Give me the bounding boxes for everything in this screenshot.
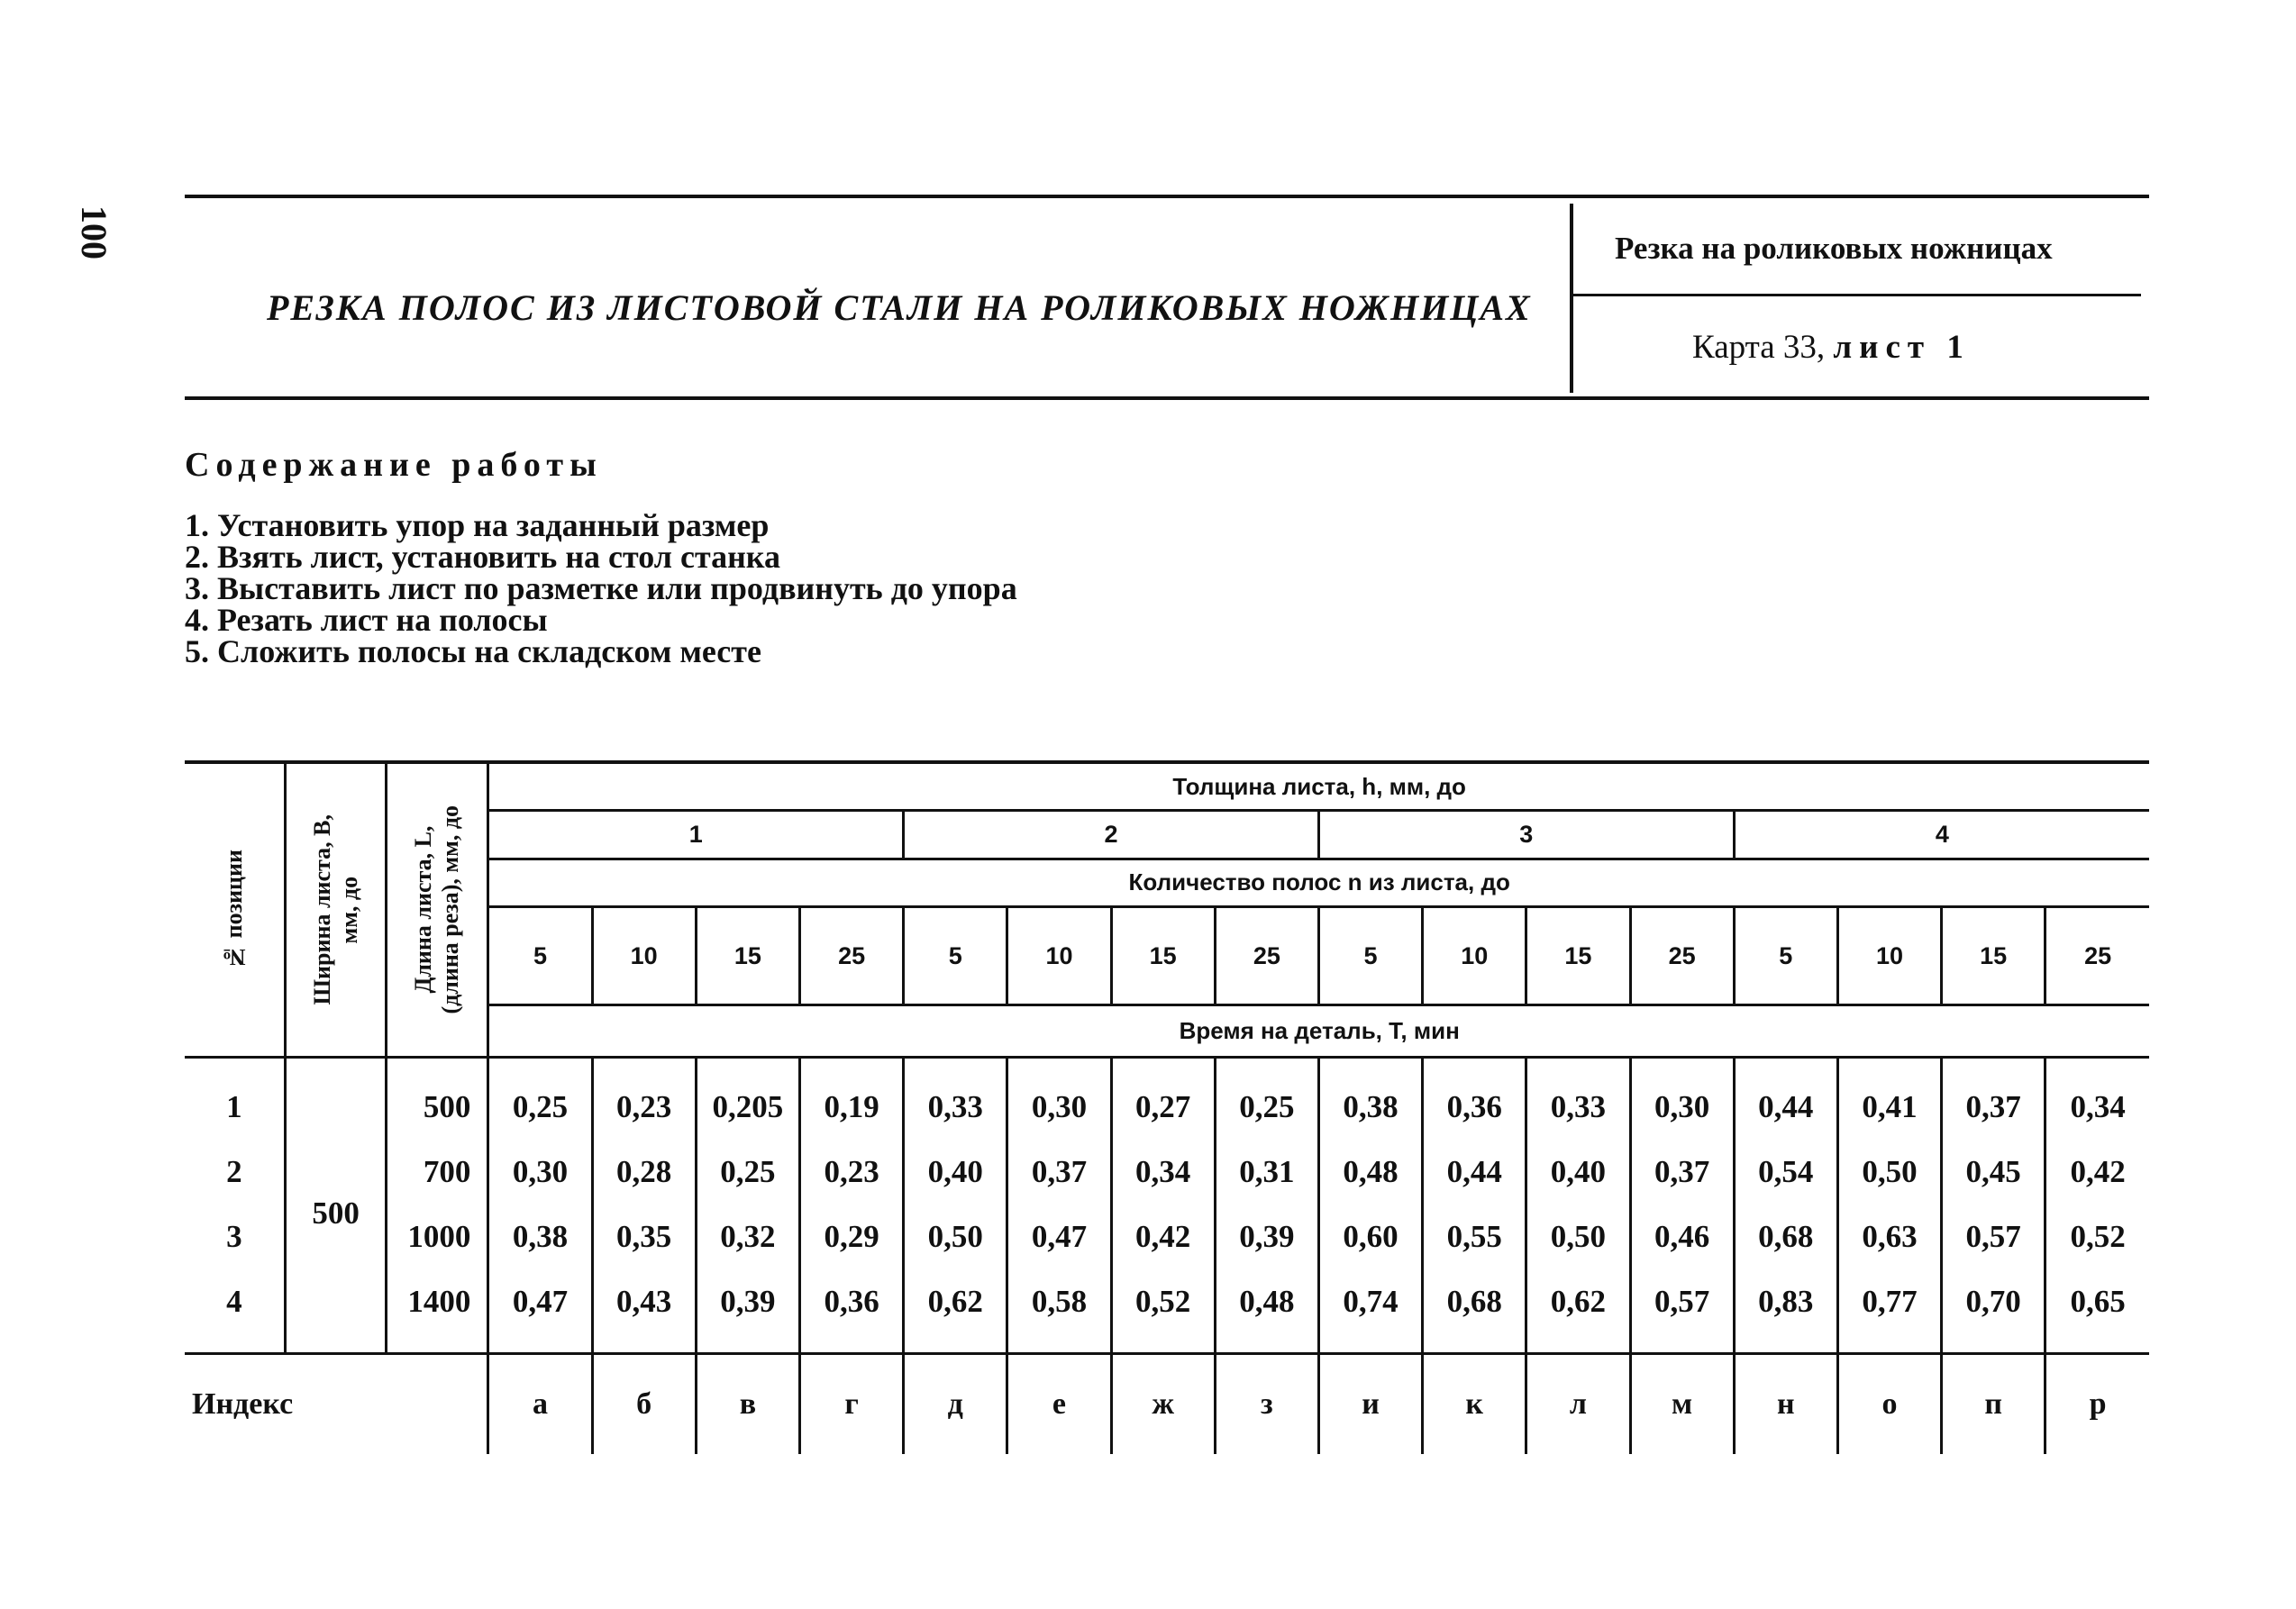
- strips-count-cell: 10: [1423, 907, 1526, 1005]
- time-value-cell: 0,54: [1734, 1140, 1837, 1204]
- work-step: 3. Выставить лист по разметке или продвинуть до упора: [185, 570, 1017, 606]
- time-value-cell: 0,50: [1837, 1140, 1941, 1204]
- strips-count-cell: 15: [696, 907, 799, 1005]
- time-value-cell: 0,39: [1215, 1204, 1318, 1269]
- time-value-cell: 0,34: [1111, 1140, 1215, 1204]
- index-cell: м: [1630, 1354, 1734, 1455]
- header-top-rule: [185, 195, 2149, 198]
- index-cell: р: [2045, 1354, 2149, 1455]
- strips-count-cell: 15: [1111, 907, 1215, 1005]
- strips-count-cell: 5: [1318, 907, 1422, 1005]
- time-value-cell: 0,25: [696, 1140, 799, 1204]
- length-cell: 500: [387, 1058, 488, 1141]
- document-title: РЕЗКА ПОЛОС ИЗ ЛИСТОВОЙ СТАЛИ НА РОЛИКОВЫХ НОЖНИЦАХ: [267, 287, 1532, 328]
- time-value-cell: 0,41: [1837, 1058, 1941, 1141]
- thickness-value: 1: [488, 811, 904, 859]
- position-header-text: № позиции: [220, 850, 247, 970]
- work-steps-list: [185, 507, 1017, 669]
- time-value-cell: 0,50: [904, 1204, 1007, 1269]
- length-cell: 700: [387, 1140, 488, 1204]
- card-label: Карта 33,: [1692, 329, 1826, 366]
- length-header-line1: Длина листа, L,: [410, 826, 437, 994]
- time-value-cell: 0,46: [1630, 1204, 1734, 1269]
- header-right-divider: [1573, 294, 2141, 296]
- time-value-cell: 0,52: [1111, 1269, 1215, 1354]
- page-number: 100: [74, 205, 114, 259]
- time-value-cell: 0,33: [1526, 1058, 1630, 1141]
- header-vertical-divider: [1570, 204, 1573, 393]
- work-step: 1. Установить упор на заданный размер: [185, 507, 770, 543]
- time-value-cell: 0,28: [592, 1140, 696, 1204]
- time-value-cell: 0,40: [904, 1140, 1007, 1204]
- time-value-cell: 0,58: [1007, 1269, 1111, 1354]
- strips-count-cell: 10: [592, 907, 696, 1005]
- width-cell: 500: [285, 1058, 387, 1354]
- time-value-cell: 0,39: [696, 1269, 799, 1354]
- index-cell: и: [1318, 1354, 1422, 1455]
- strips-count-cell: 10: [1007, 907, 1111, 1005]
- time-value-cell: 0,30: [1007, 1058, 1111, 1141]
- time-value-cell: 0,50: [1526, 1204, 1630, 1269]
- index-cell: а: [488, 1354, 592, 1455]
- time-value-cell: 0,65: [2045, 1269, 2149, 1354]
- time-value-cell: 0,55: [1423, 1204, 1526, 1269]
- time-value-cell: 0,32: [696, 1204, 799, 1269]
- time-value-cell: 0,38: [1318, 1058, 1422, 1141]
- index-cell: в: [696, 1354, 799, 1455]
- time-value-cell: 0,36: [1423, 1058, 1526, 1141]
- time-value-cell: 0,70: [1942, 1269, 2045, 1354]
- thickness-value: 4: [1734, 811, 2149, 859]
- time-value-cell: 0,68: [1423, 1269, 1526, 1354]
- time-value-cell: 0,30: [488, 1140, 592, 1204]
- position-cell: 4: [185, 1269, 285, 1354]
- time-header: Время на деталь, Т, мин: [488, 1005, 2149, 1058]
- position-column-header: [185, 762, 285, 1058]
- time-value-cell: 0,57: [1942, 1204, 2045, 1269]
- time-value-cell: 0,38: [488, 1204, 592, 1269]
- table-row: [185, 1269, 2149, 1354]
- work-step: 2. Взять лист, установить на стол станка: [185, 539, 781, 575]
- index-cell: к: [1423, 1354, 1526, 1455]
- time-value-cell: 0,68: [1734, 1204, 1837, 1269]
- index-cell: п: [1942, 1354, 2045, 1455]
- time-value-cell: 0,77: [1837, 1269, 1941, 1354]
- length-header-text: [410, 805, 464, 1014]
- time-value-cell: 0,23: [592, 1058, 696, 1141]
- time-value-cell: 0,27: [1111, 1058, 1215, 1141]
- position-cell: 1: [185, 1058, 285, 1141]
- time-value-cell: 0,44: [1423, 1140, 1526, 1204]
- time-value-cell: 0,83: [1734, 1269, 1837, 1354]
- index-cell: г: [800, 1354, 904, 1455]
- strips-count-cell: 15: [1942, 907, 2045, 1005]
- thickness-value: 2: [904, 811, 1319, 859]
- time-value-cell: 0,74: [1318, 1269, 1422, 1354]
- index-cell: о: [1837, 1354, 1941, 1455]
- time-value-cell: 0,37: [1942, 1058, 2045, 1141]
- time-value-cell: 0,60: [1318, 1204, 1422, 1269]
- index-cell: е: [1007, 1354, 1111, 1455]
- time-value-cell: 0,42: [1111, 1204, 1215, 1269]
- time-value-cell: 0,47: [1007, 1204, 1111, 1269]
- time-value-cell: 0,25: [488, 1058, 592, 1141]
- strips-count-cell: 5: [904, 907, 1007, 1005]
- table-row: [185, 1058, 2149, 1141]
- width-header-line1: Ширина листа, В,: [308, 814, 335, 1005]
- strips-count-cell: 5: [1734, 907, 1837, 1005]
- time-value-cell: 0,37: [1630, 1140, 1734, 1204]
- card-number: [1692, 328, 1971, 367]
- time-value-cell: 0,52: [2045, 1204, 2149, 1269]
- table-row: [185, 1140, 2149, 1204]
- length-column-header: [387, 762, 488, 1058]
- width-header-line2: мм, до: [335, 876, 362, 944]
- time-value-cell: 0,29: [800, 1204, 904, 1269]
- time-value-cell: 0,25: [1215, 1058, 1318, 1141]
- strips-count-cell: 25: [1630, 907, 1734, 1005]
- time-value-cell: 0,33: [904, 1058, 1007, 1141]
- index-cell: н: [1734, 1354, 1837, 1455]
- document-category: Резка на роликовых ножницах: [1615, 231, 2053, 266]
- time-value-cell: 0,34: [2045, 1058, 2149, 1141]
- strips-count-cell: 15: [1526, 907, 1630, 1005]
- time-norms-table: [185, 760, 2149, 1454]
- time-value-cell: 0,48: [1215, 1269, 1318, 1354]
- thickness-value: 3: [1318, 811, 1734, 859]
- time-value-cell: 0,48: [1318, 1140, 1422, 1204]
- time-value-cell: 0,44: [1734, 1058, 1837, 1141]
- time-value-cell: 0,40: [1526, 1140, 1630, 1204]
- length-cell: 1000: [387, 1204, 488, 1269]
- strips-count-cell: 25: [2045, 907, 2149, 1005]
- time-value-cell: 0,47: [488, 1269, 592, 1354]
- work-content-title: Содержание работы: [185, 446, 603, 484]
- index-cell: з: [1215, 1354, 1318, 1455]
- time-value-cell: 0,62: [1526, 1269, 1630, 1354]
- time-value-cell: 0,63: [1837, 1204, 1941, 1269]
- time-value-cell: 0,57: [1630, 1269, 1734, 1354]
- header-bottom-rule: [185, 396, 2149, 400]
- thickness-header: Толщина листа, h, мм, до: [488, 762, 2149, 811]
- width-column-header: [285, 762, 387, 1058]
- strips-count-cell: 10: [1837, 907, 1941, 1005]
- time-value-cell: 0,30: [1630, 1058, 1734, 1141]
- position-cell: 3: [185, 1204, 285, 1269]
- time-value-cell: 0,45: [1942, 1140, 2045, 1204]
- time-value-cell: 0,36: [800, 1269, 904, 1354]
- index-cell: д: [904, 1354, 1007, 1455]
- table-row: [185, 1204, 2149, 1269]
- time-value-cell: 0,42: [2045, 1140, 2149, 1204]
- time-value-cell: 0,205: [696, 1058, 799, 1141]
- time-value-cell: 0,23: [800, 1140, 904, 1204]
- time-value-cell: 0,19: [800, 1058, 904, 1141]
- width-header-text: [309, 814, 363, 1005]
- time-value-cell: 0,62: [904, 1269, 1007, 1354]
- work-step: 5. Сложить полосы на складском месте: [185, 633, 761, 669]
- index-cell: л: [1526, 1354, 1630, 1455]
- index-cell: ж: [1111, 1354, 1215, 1455]
- strips-count-cell: 25: [1215, 907, 1318, 1005]
- length-cell: 1400: [387, 1269, 488, 1354]
- work-step: 4. Резать лист на полосы: [185, 602, 548, 638]
- index-cell: б: [592, 1354, 696, 1455]
- strips-count-cell: 5: [488, 907, 592, 1005]
- length-header-line2: (длина реза), мм, до: [437, 805, 464, 1014]
- strips-count-cell: 25: [800, 907, 904, 1005]
- time-value-cell: 0,31: [1215, 1140, 1318, 1204]
- time-value-cell: 0,35: [592, 1204, 696, 1269]
- card-sheet: лист 1: [1833, 329, 1971, 366]
- time-value-cell: 0,43: [592, 1269, 696, 1354]
- index-label: Индекс: [185, 1354, 488, 1455]
- position-cell: 2: [185, 1140, 285, 1204]
- time-value-cell: 0,37: [1007, 1140, 1111, 1204]
- strips-header: Количество полос n из листа, до: [488, 859, 2149, 907]
